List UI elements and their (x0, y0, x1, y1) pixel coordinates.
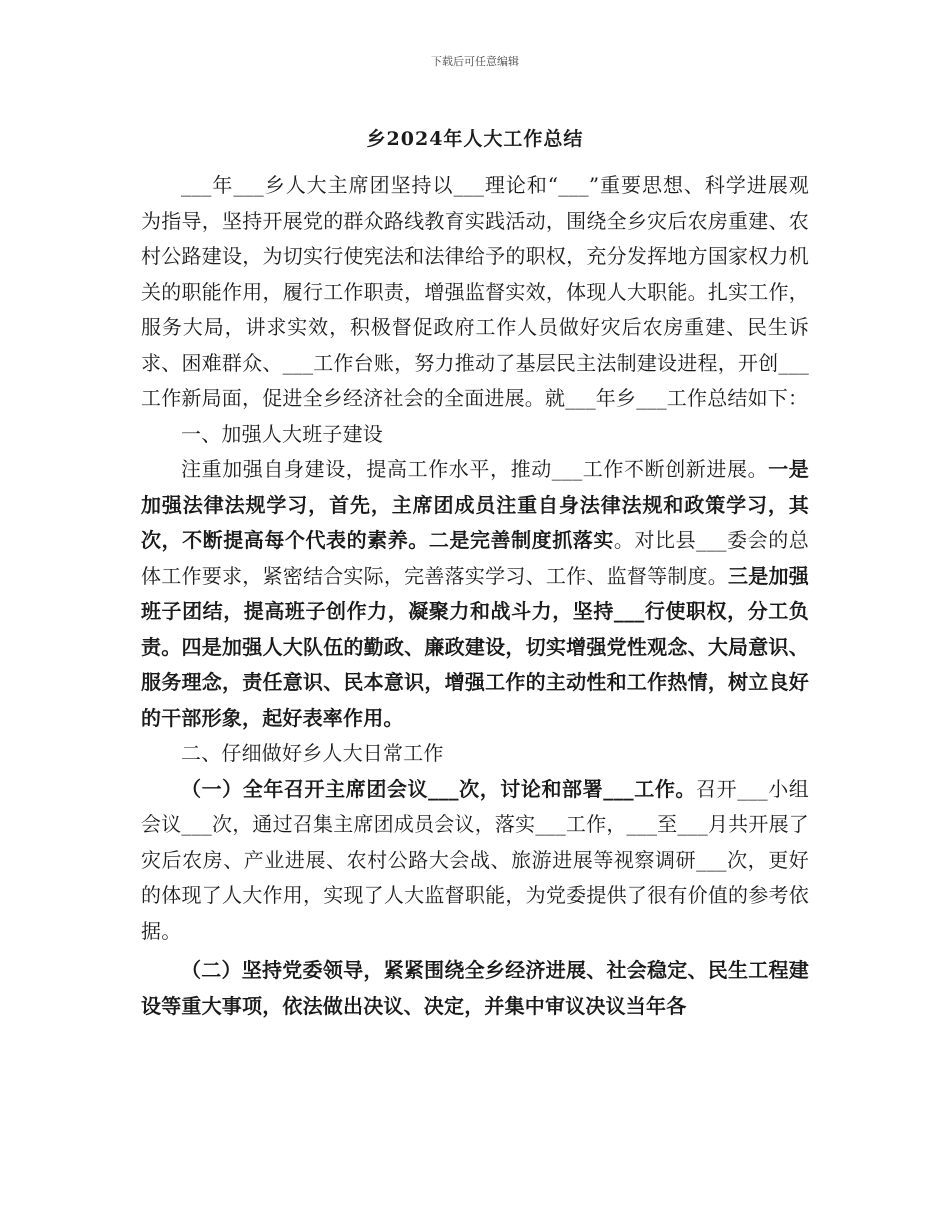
section-1-detail: 。对比县___委会的总体工作要求，紧密结合实际，完善落实学习、工作、监督等制度。 (141, 528, 809, 588)
section-heading-2: 二、仔细做好乡人大日常工作 (181, 741, 444, 765)
section-1-points-3-4: 三是加强班子团结，提高班子创作力，凝聚力和战斗力，坚持___行使职权，分工负责。四是加强人大队伍的勤政、廉政建设，切实增强党性观念、大局意识、服务理念，责任意识、民本意识，增强工作的主动性和工作热情，树立良好的干部形象，起好表率作用。 (141, 563, 809, 730)
document-title: 乡2024年人大工作总结 (366, 128, 584, 150)
section-1-paragraph (141, 452, 809, 736)
item-1-lead: （一）全年召开主席团会议___次，讨论和部署___工作。 (181, 776, 697, 801)
section-2-item-2: （二）坚持党委领导，紧紧围绕全乡经济进展、社会稳定、民生工程建设等重大事项，依法做出决议、决定，并集中审议决议当年各 (141, 958, 809, 1018)
section-heading-1: 一、加强人大班子建设 (181, 421, 383, 446)
document-body (141, 168, 809, 1024)
section-1-lead: 注重加强自身建设，提高工作水平，推动___工作不断创新进展。 (181, 457, 769, 481)
page-header-note: 下载后可任意编辑 (431, 55, 519, 68)
intro-paragraph: ___年___乡人大主席团坚持以___理论和“___”重要思想、科学进展观为指导，坚持开展党的群众路线教育实践活动，围绕全乡灾后农房重建、农村公路建设，为切实行使宪法和法律给予的职权，充分发挥地方国家权力机关的职能作用，履行工作职责，增强监督实效，体现人大职能。扎实工作，服务大局，讲求实效，积极督促政府工作人员做好灾后农房重建、民生诉求、困难群众、___工作台账，努力推动了基层民主法制建设进程，开创___工作新局面，促进全乡经济社会的全面进展。就___年乡___工作总结如下： (141, 173, 809, 410)
item-1-detail: 召开___小组会议___次，通过召集主席团成员会议，落实___工作，___至___月共开展了灾后农房、产业进展、农村公路大会战、旅游进展等视察调研___次，更好的体现了人大作用，实现了人大监督职能，为党委提供了很有价值的参考依据。 (141, 776, 809, 943)
section-1-points-1-2: 一是加强法律法规学习，首先，主席团成员注重自身法律法规和政策学习，其次，不断提高每个代表的素养。二是完善制度抓落实 (141, 457, 810, 552)
section-2-item-1 (141, 772, 809, 950)
